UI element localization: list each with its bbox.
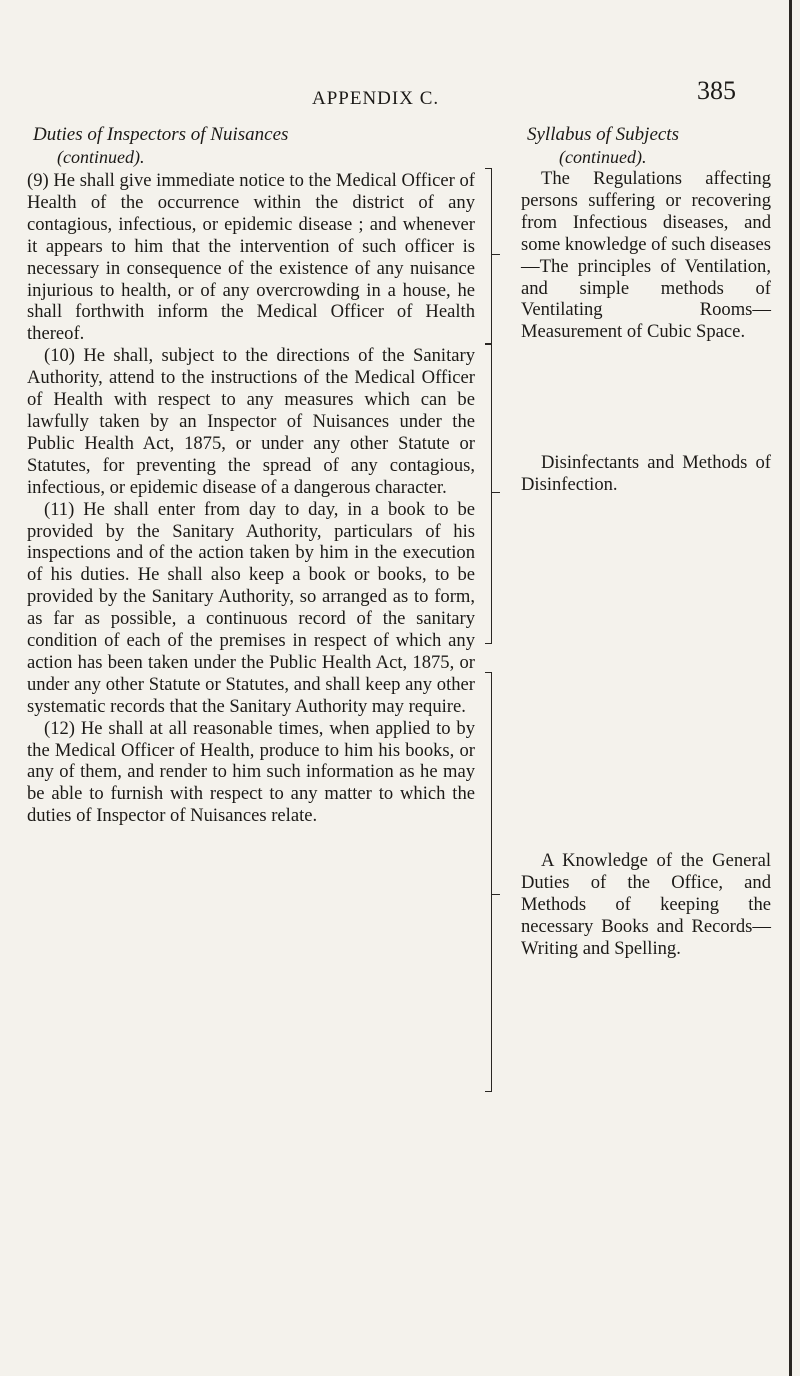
- syllabus-column: [521, 124, 771, 168]
- syllabus-subheading: (continued).: [559, 147, 647, 167]
- page-edge-shadow: [789, 0, 792, 1376]
- page-number: 385: [697, 76, 736, 105]
- duty-paragraph-12: (12) He shall at all reasonable times, when applied to by the Medical Officer of Health, produce to him his books, or any of them, and render to him such information as he may be able to furnish with respect to any matter to which the duties of Inspector of Nuisances relate.: [27, 717, 475, 827]
- duties-heading: Duties of Inspectors of Nuisances: [33, 124, 289, 145]
- syllabus-entry-office-duties: A Knowledge of the General Duties of the Office, and Methods of keeping the necessary Books and Records—Writing and Spelling.: [521, 850, 771, 959]
- duties-subheading: (continued).: [57, 147, 145, 167]
- syllabus-heading: Syllabus of Subjects: [527, 124, 679, 145]
- duties-column: [27, 124, 475, 827]
- brace-1: [479, 168, 492, 344]
- brace-3: [479, 672, 492, 1092]
- syllabus-entry-regulations: The Regulations affecting persons suffering or recovering from Infectious diseases, and some knowledge of such diseases—The principles of Ventilation, and simple methods of Ventilating Rooms—Measurement of Cubic Space.: [521, 168, 771, 343]
- duty-paragraph-9: (9) He shall give immediate notice to the Medical Officer of Health of the occurrence within the district of any contagious, infectious, or epidemic disease ; and whenever it appears to him that the intervention of such officer is necessary in consequence of the existence of any nuisance injurious to health, or of any overcrowding in a house, he shall forthwith inform the Medical Officer of Health thereof.: [27, 170, 475, 345]
- brace-2: [479, 344, 492, 644]
- syllabus-entry-disinfectants: Disinfectants and Methods of Disinfection.: [521, 452, 771, 495]
- duty-paragraph-11: (11) He shall enter from day to day, in a book to be provided by the Sanitary Authority, particulars of his inspections and of the action taken by him in the execution of his duties. He shall also keep a book or books, to be provided by the Sanitary Authority, so arranged as to form, as far as possible, a continuous record of the sanitary condition of each of the premises in respect of which any action has been taken under the Public Health Act, 1875, or under any other Statute or Statutes, and shall keep any other systematic records that the Sanitary Authority may require.: [27, 498, 475, 717]
- duty-paragraph-10: (10) He shall, subject to the directions of the Sanitary Authority, attend to the instructions of the Medical Officer of Health with respect to any measures which can be lawfully taken by an Inspector of Nuisances under the Public Health Act, 1875, or under any other Statute or Statutes, for preventing the spread of any contagious, infectious, or epidemic disease of a dangerous character.: [27, 345, 475, 498]
- running-head: APPENDIX C.: [312, 88, 440, 109]
